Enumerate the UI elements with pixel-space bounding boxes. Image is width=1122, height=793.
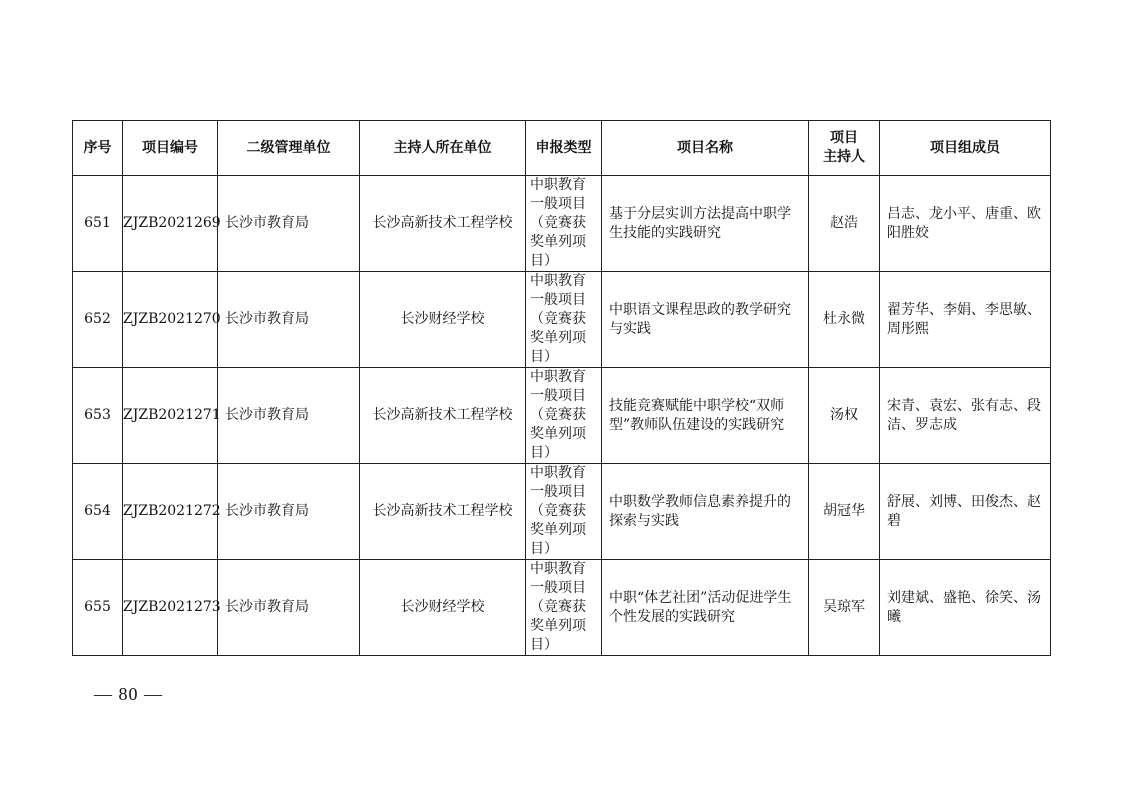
- header-host-line1: 项目: [830, 130, 858, 146]
- cell-seq: 651: [73, 176, 123, 272]
- cell-unit2: 长沙市教育局: [218, 464, 360, 560]
- header-host: [809, 121, 880, 176]
- table-row: [73, 464, 1051, 560]
- cell-members: 舒展、刘博、田俊杰、赵碧: [880, 464, 1051, 560]
- cell-host: 杜永微: [809, 272, 880, 368]
- cell-code: ZJZB2021270: [123, 272, 218, 368]
- header-name: 项目名称: [602, 121, 809, 176]
- cell-name: 技能竞赛赋能中职学校“双师型”教师队伍建设的实践研究: [602, 368, 809, 464]
- header-host-unit: 主持人所在单位: [360, 121, 526, 176]
- cell-members: 宋青、袁宏、张有志、段洁、罗志成: [880, 368, 1051, 464]
- page-number: — 80 —: [94, 684, 163, 704]
- table-row: [73, 272, 1051, 368]
- cell-code: ZJZB2021272: [123, 464, 218, 560]
- cell-members: 吕志、龙小平、唐重、欧阳胜姣: [880, 176, 1051, 272]
- cell-name: 基于分层实训方法提高中职学生技能的实践研究: [602, 176, 809, 272]
- table-row: [73, 176, 1051, 272]
- header-seq: 序号: [73, 121, 123, 176]
- cell-name: 中职语文课程思政的教学研究与实践: [602, 272, 809, 368]
- cell-unit2: 长沙市教育局: [218, 176, 360, 272]
- header-unit2: 二级管理单位: [218, 121, 360, 176]
- cell-members: 刘建斌、盛艳、徐笑、汤曦: [880, 560, 1051, 656]
- header-members: 项目组成员: [880, 121, 1051, 176]
- cell-code: ZJZB2021273: [123, 560, 218, 656]
- cell-name: 中职“体艺社团”活动促进学生个性发展的实践研究: [602, 560, 809, 656]
- header-code: 项目编号: [123, 121, 218, 176]
- cell-seq: 654: [73, 464, 123, 560]
- cell-type: 中职教育一般项目（竞赛获奖单列项目）: [526, 272, 602, 368]
- cell-host-unit: 长沙高新技术工程学校: [360, 464, 526, 560]
- table-header-row: [73, 121, 1051, 176]
- header-type: 申报类型: [526, 121, 602, 176]
- cell-host-unit: 长沙财经学校: [360, 560, 526, 656]
- cell-host: 汤权: [809, 368, 880, 464]
- cell-host-unit: 长沙高新技术工程学校: [360, 368, 526, 464]
- header-host-line2: 主持人: [823, 149, 865, 165]
- cell-unit2: 长沙市教育局: [218, 368, 360, 464]
- cell-members: 翟芳华、李娟、李思敏、周彤熙: [880, 272, 1051, 368]
- cell-seq: 655: [73, 560, 123, 656]
- cell-code: ZJZB2021271: [123, 368, 218, 464]
- cell-code: ZJZB2021269: [123, 176, 218, 272]
- cell-seq: 652: [73, 272, 123, 368]
- cell-host-unit: 长沙财经学校: [360, 272, 526, 368]
- cell-unit2: 长沙市教育局: [218, 560, 360, 656]
- cell-host-unit: 长沙高新技术工程学校: [360, 176, 526, 272]
- cell-name: 中职数学教师信息素养提升的探索与实践: [602, 464, 809, 560]
- cell-host: 吴琼军: [809, 560, 880, 656]
- cell-seq: 653: [73, 368, 123, 464]
- cell-type: 中职教育一般项目（竞赛获奖单列项目）: [526, 464, 602, 560]
- cell-unit2: 长沙市教育局: [218, 272, 360, 368]
- cell-host: 赵浩: [809, 176, 880, 272]
- cell-type: 中职教育一般项目（竞赛获奖单列项目）: [526, 560, 602, 656]
- table-row: [73, 560, 1051, 656]
- project-table: [72, 120, 1051, 656]
- cell-type: 中职教育一般项目（竞赛获奖单列项目）: [526, 176, 602, 272]
- table-row: [73, 368, 1051, 464]
- cell-type: 中职教育一般项目（竞赛获奖单列项目）: [526, 368, 602, 464]
- cell-host: 胡冠华: [809, 464, 880, 560]
